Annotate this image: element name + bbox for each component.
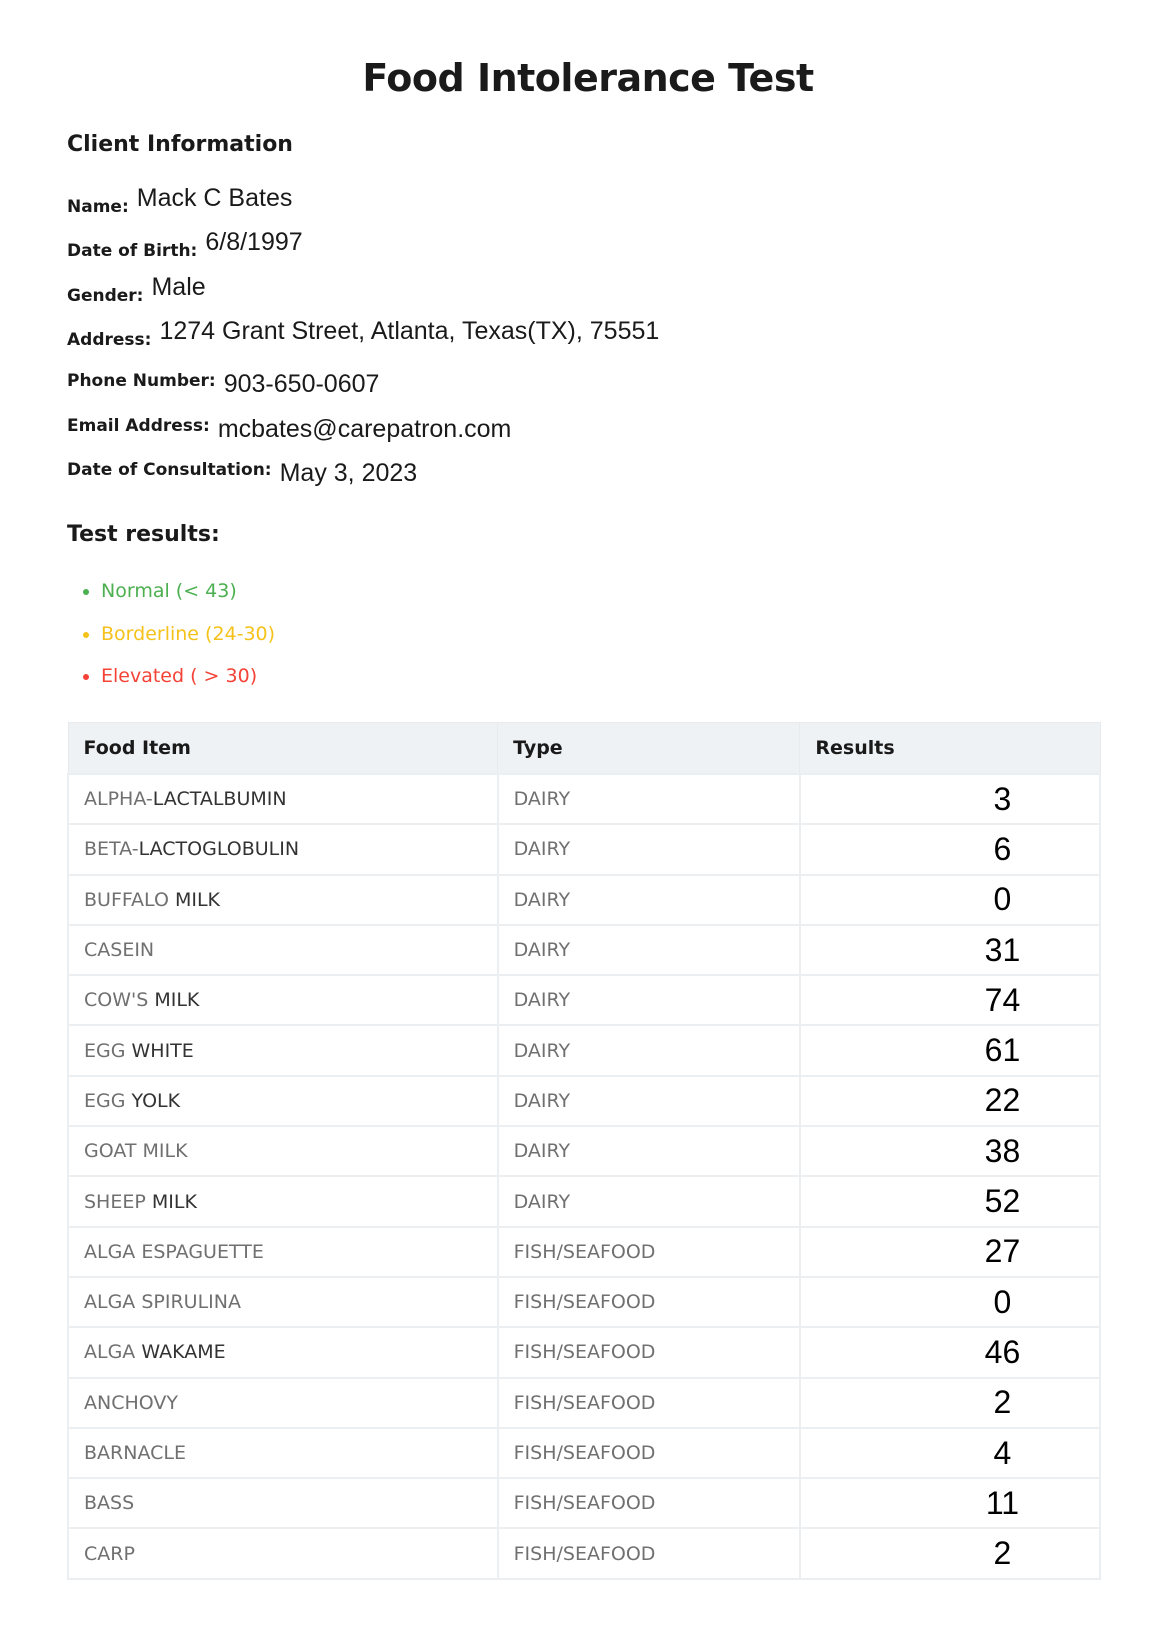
food-item-prefix: BARNACLE — [84, 1442, 186, 1464]
result-cell: 4 — [800, 1428, 1100, 1478]
food-item-cell — [68, 1327, 498, 1377]
food-item-suffix: LACTOGLOBULIN — [138, 838, 300, 861]
food-item-cell — [68, 1126, 498, 1176]
type-cell: DAIRY — [498, 1126, 800, 1176]
field-value: Male — [151, 272, 206, 301]
result-cell: 27 — [800, 1227, 1100, 1277]
table-row — [68, 1277, 1100, 1327]
food-item-prefix: BASS — [84, 1492, 135, 1515]
field-value: mcbates@carepatron.com — [217, 414, 512, 443]
table-row — [68, 1025, 1100, 1075]
food-item-prefix: EGG — [84, 1089, 132, 1112]
food-item-cell — [68, 1528, 498, 1578]
client-info-heading: Client Information — [67, 132, 293, 157]
client-field — [67, 176, 659, 221]
result-cell: 52 — [800, 1176, 1100, 1226]
food-item-cell — [68, 1025, 498, 1075]
result-cell: 11 — [800, 1478, 1100, 1528]
result-cell: 2 — [800, 1528, 1100, 1578]
table-row — [68, 875, 1100, 925]
food-item-prefix: CASEIN — [84, 939, 155, 962]
field-value: 903-650-0607 — [223, 369, 380, 398]
food-item-prefix: ALGA SPIRULINA — [84, 1291, 241, 1314]
field-value: Mack C Bates — [136, 183, 293, 212]
result-cell: 6 — [800, 824, 1100, 874]
field-label: Date of Birth: — [67, 241, 198, 262]
field-label: Email Address: — [67, 415, 210, 436]
food-item-cell — [68, 925, 498, 975]
table-row — [68, 1076, 1100, 1126]
results-legend — [67, 580, 275, 708]
table-row — [68, 1428, 1100, 1478]
result-cell: 61 — [800, 1025, 1100, 1075]
food-item-cell — [68, 1227, 498, 1277]
food-item-cell — [68, 975, 498, 1025]
food-item-prefix: CARP — [84, 1542, 135, 1565]
food-item-cell — [68, 824, 498, 874]
type-cell: FISH/SEAFOOD — [498, 1327, 800, 1377]
results-table — [67, 722, 1101, 1580]
client-field — [67, 221, 659, 266]
field-label: Phone Number: — [67, 370, 216, 391]
field-label: Address: — [67, 330, 152, 351]
food-item-suffix: YOLK — [131, 1089, 181, 1112]
table-row — [68, 1528, 1100, 1578]
food-item-prefix: ANCHOVY — [84, 1391, 178, 1414]
food-item-suffix: WAKAME — [141, 1341, 226, 1364]
type-cell: DAIRY — [498, 824, 800, 874]
type-cell: DAIRY — [498, 925, 800, 975]
type-cell: DAIRY — [498, 975, 800, 1025]
food-item-prefix: ALGA ESPAGUETTE — [84, 1240, 264, 1263]
client-field — [67, 444, 659, 489]
field-label: Date of Consultation: — [67, 460, 272, 481]
field-value: 6/8/1997 — [205, 228, 303, 257]
legend-item: • Borderline (24-30) — [101, 623, 275, 666]
table-header-row — [68, 723, 1100, 775]
type-cell: FISH/SEAFOOD — [498, 1528, 800, 1578]
table-row — [68, 1378, 1100, 1428]
legend-item: • Normal (< 43) — [101, 580, 275, 623]
food-item-cell — [68, 774, 498, 824]
food-item-prefix: BUFFALO — [84, 888, 175, 911]
result-cell: 46 — [800, 1327, 1100, 1377]
food-item-cell — [68, 1428, 498, 1478]
table-row — [68, 1478, 1100, 1528]
result-cell: 74 — [800, 975, 1100, 1025]
food-item-prefix: GOAT MILK — [84, 1140, 188, 1163]
food-item-suffix: WHITE — [131, 1039, 194, 1062]
type-cell: FISH/SEAFOOD — [498, 1227, 800, 1277]
food-item-suffix: MILK — [151, 1190, 197, 1213]
table-row — [68, 1176, 1100, 1226]
result-cell: 22 — [800, 1076, 1100, 1126]
table-row — [68, 824, 1100, 874]
food-item-suffix: MILK — [174, 888, 221, 911]
column-header: Food Item — [68, 723, 498, 775]
type-cell: DAIRY — [498, 774, 800, 824]
field-label: Gender: — [67, 285, 144, 306]
table-row — [68, 925, 1100, 975]
client-field — [67, 354, 659, 399]
result-cell: 3 — [800, 774, 1100, 824]
field-label: Name: — [67, 196, 129, 217]
result-cell: 0 — [800, 875, 1100, 925]
type-cell: FISH/SEAFOOD — [498, 1378, 800, 1428]
client-field — [67, 310, 659, 355]
food-item-cell — [68, 1478, 498, 1528]
table-row — [68, 1227, 1100, 1277]
table-row — [68, 774, 1100, 824]
column-header: Results — [800, 723, 1100, 775]
column-header: Type — [498, 723, 800, 775]
client-field — [67, 265, 659, 310]
result-cell: 2 — [800, 1378, 1100, 1428]
food-item-cell — [68, 875, 498, 925]
type-cell: FISH/SEAFOOD — [498, 1478, 800, 1528]
client-field — [67, 399, 659, 444]
page-title: Food Intolerance Test — [362, 56, 814, 100]
food-item-prefix: SHEEP — [84, 1190, 152, 1213]
food-item-cell — [68, 1076, 498, 1126]
food-item-cell — [68, 1176, 498, 1226]
food-item-cell — [68, 1378, 498, 1428]
type-cell: DAIRY — [498, 1025, 800, 1075]
food-item-prefix: BETA- — [84, 838, 139, 861]
table-row — [68, 975, 1100, 1025]
type-cell: FISH/SEAFOOD — [498, 1277, 800, 1327]
food-item-cell — [68, 1277, 498, 1327]
food-item-prefix: COW'S — [84, 989, 155, 1012]
result-cell: 0 — [800, 1277, 1100, 1327]
result-cell: 38 — [800, 1126, 1100, 1176]
type-cell: DAIRY — [498, 875, 800, 925]
type-cell: DAIRY — [498, 1076, 800, 1126]
field-value: May 3, 2023 — [279, 459, 418, 488]
table-row — [68, 1126, 1100, 1176]
table-row — [68, 1327, 1100, 1377]
legend-item: • Elevated ( > 30) — [101, 665, 275, 708]
food-item-prefix: EGG — [84, 1039, 132, 1062]
food-item-prefix: ALPHA- — [84, 788, 153, 811]
client-info — [67, 176, 659, 488]
type-cell: FISH/SEAFOOD — [498, 1428, 800, 1478]
result-cell: 31 — [800, 925, 1100, 975]
test-results-heading: Test results: — [67, 522, 220, 547]
food-item-prefix: ALGA — [84, 1341, 142, 1364]
type-cell: DAIRY — [498, 1176, 800, 1226]
field-value: 1274 Grant Street, Atlanta, Texas(TX), 75551 — [159, 317, 660, 346]
food-item-suffix: LACTALBUMIN — [152, 788, 287, 811]
food-item-suffix: MILK — [154, 989, 200, 1012]
